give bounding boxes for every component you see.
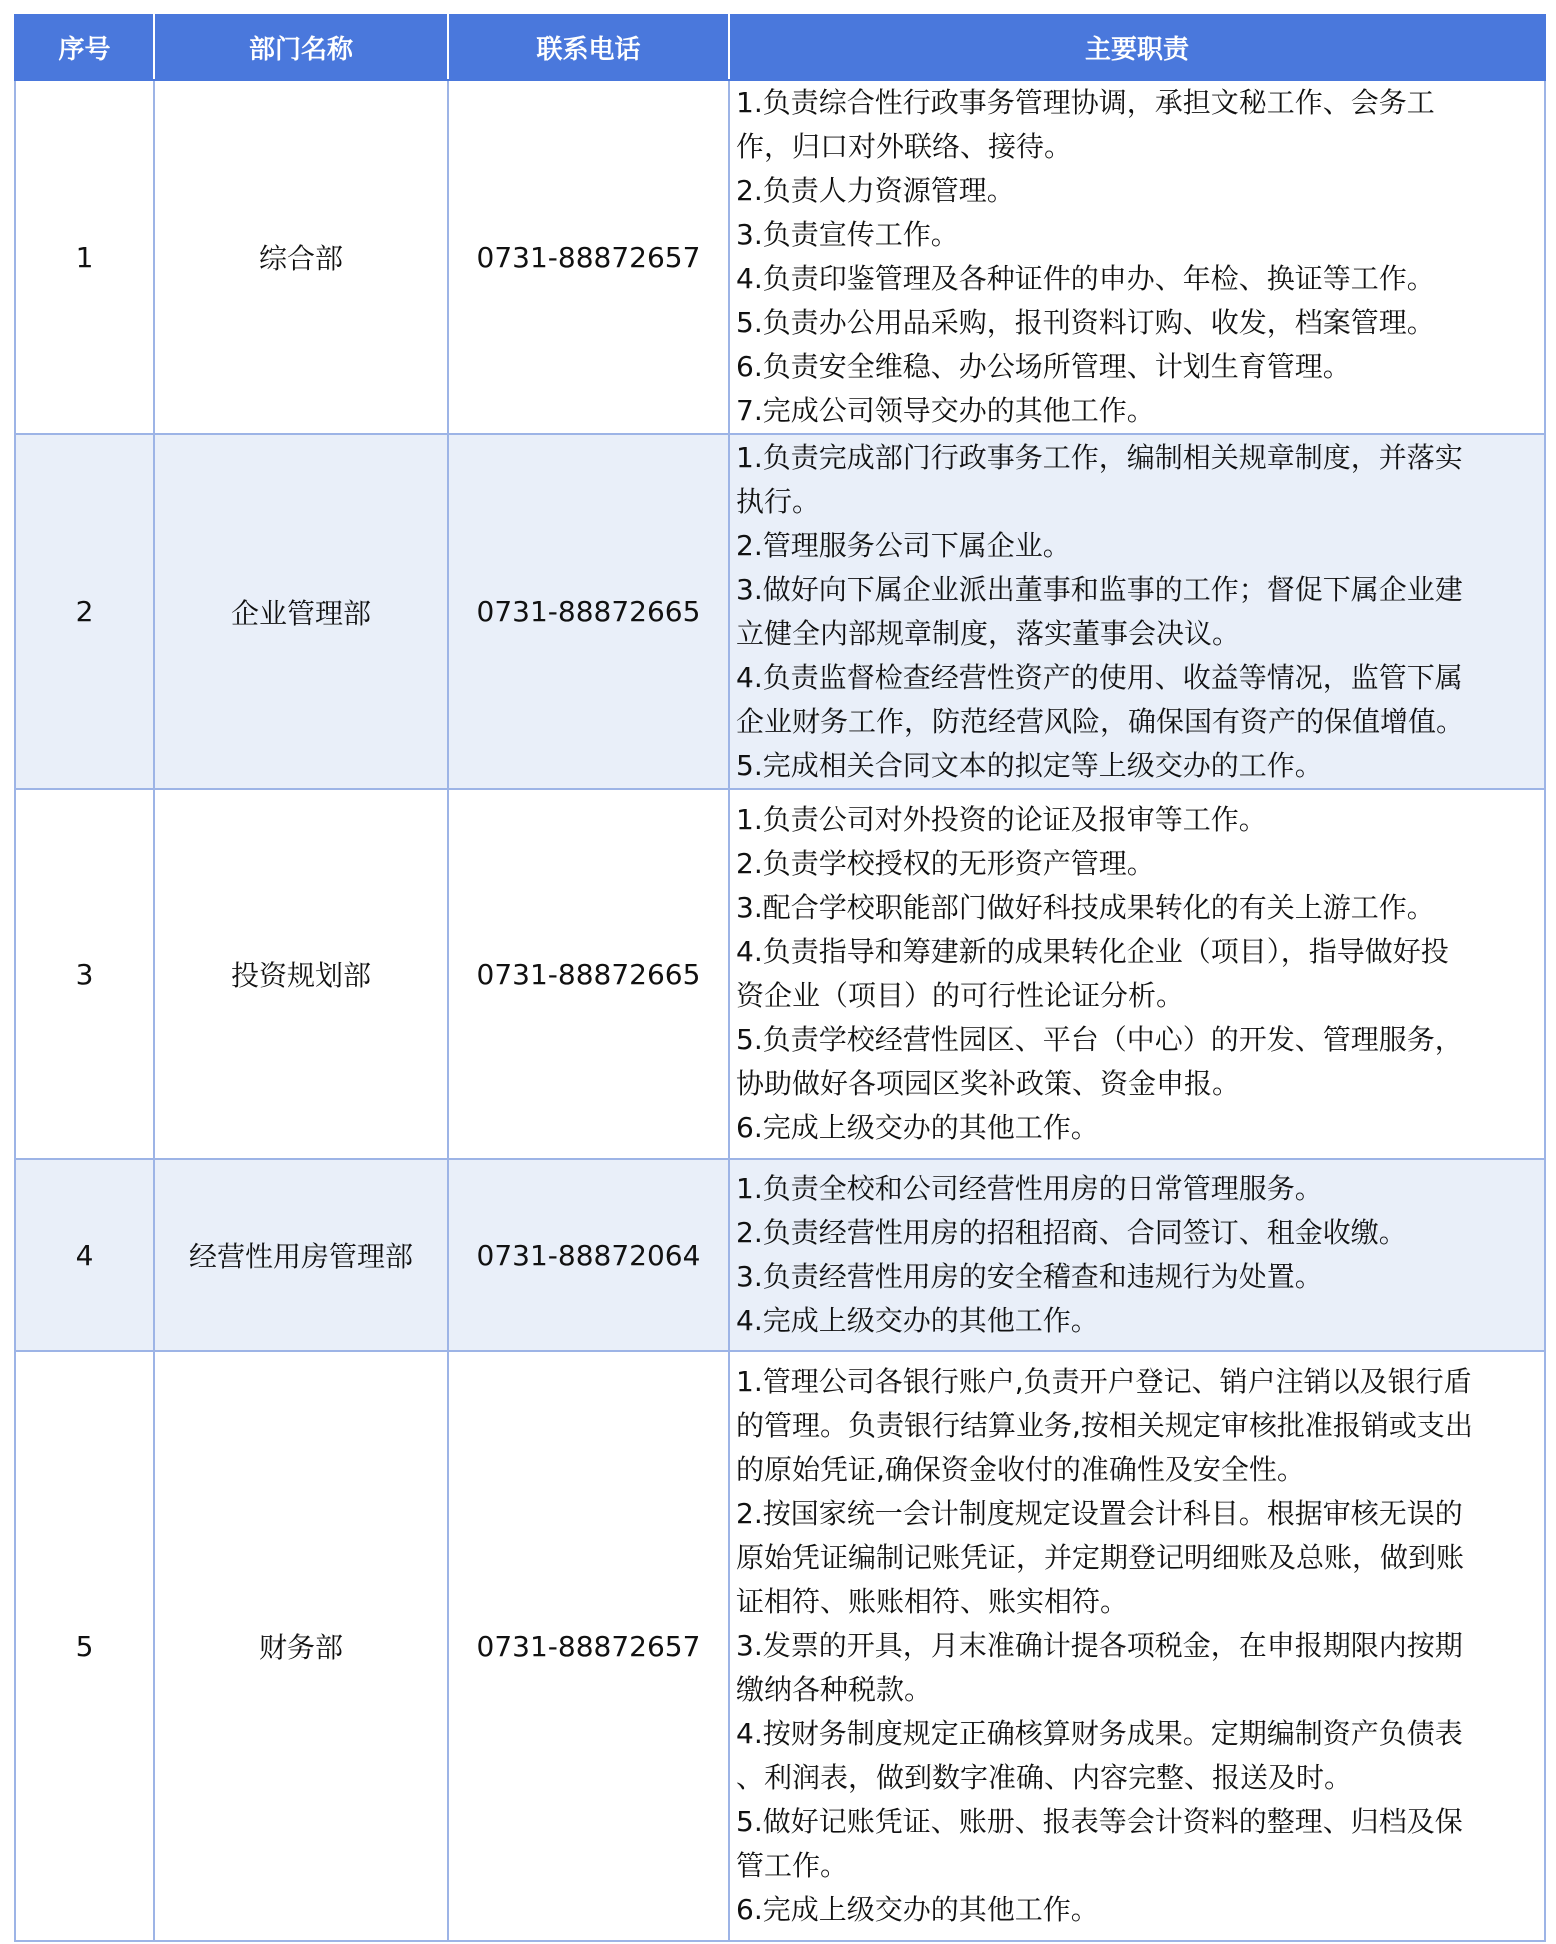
header-index: 序号 [15,15,154,80]
department-table [14,14,1546,1942]
phone-number: 0731-88872064 [448,1159,729,1351]
duties-cell [729,434,1545,789]
duty-line: 资企业（项目）的可行性论证分析。 [736,979,1185,1012]
header-row [15,15,1545,80]
row-index: 1 [15,80,154,434]
duty-line: 1.负责公司对外投资的论证及报审等工作。 [736,803,1267,836]
row-index: 4 [15,1159,154,1351]
duty-line: 4.负责指导和筹建新的成果转化企业（项目），指导做好投 [736,935,1449,968]
duties-cell [729,1351,1545,1941]
duty-line: 、利润表，做到数字准确、内容完整、报送及时。 [736,1761,1353,1794]
table-row [15,1159,1545,1351]
duties-cell [729,1159,1545,1351]
duty-line: 7.完成公司领导交办的其他工作。 [736,394,1155,427]
duty-line: 作，归口对外联络、接待。 [736,130,1073,163]
duty-line: 3.配合学校职能部门做好科技成果转化的有关上游工作。 [736,891,1435,924]
duty-line: 协助做好各项园区奖补政策、资金申报。 [736,1067,1241,1100]
duty-line: 1.负责全校和公司经营性用房的日常管理服务。 [736,1172,1323,1205]
duty-line: 原始凭证编制记账凭证，并定期登记明细账及总账，做到账 [736,1541,1465,1574]
duty-line: 3.负责宣传工作。 [736,218,959,251]
department-name: 综合部 [154,80,448,434]
header-phone: 联系电话 [448,15,729,80]
duty-line: 5.做好记账凭证、账册、报表等会计资料的整理、归档及保 [736,1805,1463,1838]
duties-cell [729,789,1545,1159]
phone-number: 0731-88872665 [448,789,729,1159]
row-index: 5 [15,1351,154,1941]
row-index: 3 [15,789,154,1159]
duty-line: 6.完成上级交办的其他工作。 [736,1111,1099,1144]
duty-line: 6.完成上级交办的其他工作。 [736,1893,1099,1926]
duty-line: 证相符、账账相符、账实相符。 [736,1585,1129,1618]
duty-line: 企业财务工作，防范经营风险，确保国有资产的保值增值。 [736,704,1465,738]
duty-line: 4.完成上级交办的其他工作。 [736,1304,1099,1337]
duty-line: 的管理。负责银行结算业务,按相关规定审核批准报销或支出 [736,1409,1473,1442]
table-row [15,789,1545,1159]
table-row [15,434,1545,789]
duty-line: 6.负责安全维稳、办公场所管理、计划生育管理。 [736,350,1351,383]
duty-line: 3.做好向下属企业派出董事和监事的工作；督促下属企业建 [736,572,1463,606]
duty-line: 3.发票的开具，月末准确计提各项税金，在申报期限内按期 [736,1629,1463,1662]
department-table-container [14,14,1544,1942]
duty-line: 5.负责学校经营性园区、平台（中心）的开发、管理服务， [736,1023,1463,1056]
duty-line: 立健全内部规章制度，落实董事会决议。 [736,616,1241,650]
duty-line: 管工作。 [736,1849,849,1882]
duty-line: 1.负责综合性行政事务管理协调，承担文秘工作、会务工 [736,86,1435,119]
table-row [15,80,1545,434]
duty-line: 4.负责印鉴管理及各种证件的申办、年检、换证等工作。 [736,262,1435,295]
duty-line: 2.管理服务公司下属企业。 [736,528,1071,562]
duty-line: 4.负责监督检查经营性资产的使用、收益等情况，监管下属 [736,660,1463,694]
duty-line: 5.负责办公用品采购，报刊资料订购、收发，档案管理。 [736,306,1435,339]
header-department-name: 部门名称 [154,15,448,80]
row-index: 2 [15,434,154,789]
duty-line: 执行。 [736,484,821,518]
table-body [15,80,1545,1941]
duty-line: 的原始凭证,确保资金收付的准确性及安全性。 [736,1453,1305,1486]
duty-line: 缴纳各种税款。 [736,1673,933,1706]
duties-cell [729,80,1545,434]
phone-number: 0731-88872657 [448,1351,729,1941]
table-header [15,15,1545,80]
table-row [15,1351,1545,1941]
department-name: 财务部 [154,1351,448,1941]
duty-line: 2.负责学校授权的无形资产管理。 [736,847,1155,880]
duty-line: 2.负责人力资源管理。 [736,174,1015,207]
duty-line: 2.负责经营性用房的招租招商、合同签订、租金收缴。 [736,1216,1407,1249]
duty-line: 4.按财务制度规定正确核算财务成果。定期编制资产负债表 [736,1717,1463,1750]
duty-line: 3.负责经营性用房的安全稽查和违规行为处置。 [736,1260,1323,1293]
header-duties: 主要职责 [729,15,1545,80]
department-name: 经营性用房管理部 [154,1159,448,1351]
phone-number: 0731-88872657 [448,80,729,434]
duty-line: 2.按国家统一会计制度规定设置会计科目。根据审核无误的 [736,1497,1463,1530]
department-name: 企业管理部 [154,434,448,789]
duty-line: 1.负责完成部门行政事务工作，编制相关规章制度，并落实 [736,440,1463,474]
department-name: 投资规划部 [154,789,448,1159]
phone-number: 0731-88872665 [448,434,729,789]
duty-line: 5.完成相关合同文本的拟定等上级交办的工作。 [736,748,1323,782]
duty-line: 1.管理公司各银行账户,负责开户登记、销户注销以及银行盾 [736,1365,1472,1398]
